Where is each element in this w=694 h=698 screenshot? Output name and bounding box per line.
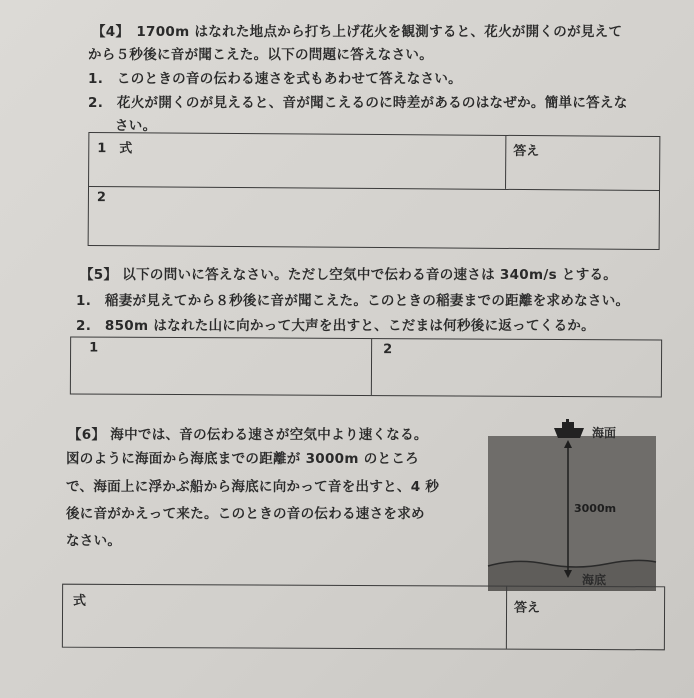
q4-line-5: さい。: [115, 118, 157, 134]
q6-line-3: で、海面上に浮かぶ船から海底に向かって音を出すと、4 秒: [66, 479, 440, 495]
q6-formula-label: 式: [73, 593, 87, 609]
q6-answer-table: [62, 584, 665, 651]
q5-2-answer-field[interactable]: [371, 339, 661, 397]
q4-1-answer-field[interactable]: [505, 136, 659, 190]
q5-line-3: 2. 850m はなれた山に向かって大声を出すと、こだまは何秒後に返ってくるか。: [76, 318, 595, 334]
q4-1-formula-label: 1 式: [97, 141, 133, 157]
q5-line-2: 1. 稲妻が見えてから８秒後に音が聞こえた。このときの稲妻までの距離を求めなさい。: [76, 293, 630, 309]
q6-line-1: 【6】 海中では、音の伝わる速さが空気中より速くなる。: [68, 427, 428, 443]
q6-answer-label: 答え: [514, 600, 541, 616]
q5-2-label: 2: [383, 342, 393, 358]
q4-line-2: から５秒後に音が聞こえた。以下の問題に答えなさい。: [88, 47, 433, 63]
q5-answer-table: [70, 336, 662, 397]
q4-1-formula-field[interactable]: [89, 133, 505, 189]
q6-line-2: 図のように海面から海底までの距離が 3000m のところ: [66, 451, 419, 467]
q6-formula-field[interactable]: [63, 585, 506, 649]
q4-line-4: 2. 花火が開くのが見えると、音が聞こえるのに時差があるのはなぜか。簡単に答えな: [88, 95, 628, 111]
q4-2-answer-field[interactable]: [89, 186, 659, 249]
ship-icon: [554, 419, 584, 438]
q4-answer-label: 答え: [513, 143, 540, 160]
q5-1-label: 1: [89, 340, 99, 356]
distance-label: 3000m: [574, 502, 617, 515]
q4-line-1: 【4】 1700m はなれた地点から打ち上げ花火を観測すると、花火が開くのが見えて: [92, 24, 623, 40]
q5-line-1: 【5】 以下の問いに答えなさい。ただし空気中で伝わる音の速さは 340m/s とする。: [80, 267, 618, 283]
q5-1-answer-field[interactable]: [71, 337, 371, 395]
sea-depth-diagram: [486, 418, 658, 593]
q6-line-5: なさい。: [66, 533, 122, 549]
q4-2-label: 2: [96, 190, 107, 206]
sea-bottom-label: 海底: [582, 573, 607, 587]
q4-answer-table: [88, 132, 661, 250]
q4-line-3: 1. このときの音の伝わる速さを式もあわせて答えなさい。: [88, 71, 462, 87]
q6-answer-field[interactable]: [506, 587, 664, 650]
q6-line-4: 後に音がかえって来た。このときの音の伝わる速さを求め: [66, 506, 425, 522]
sea-surface-label: 海面: [592, 426, 617, 440]
